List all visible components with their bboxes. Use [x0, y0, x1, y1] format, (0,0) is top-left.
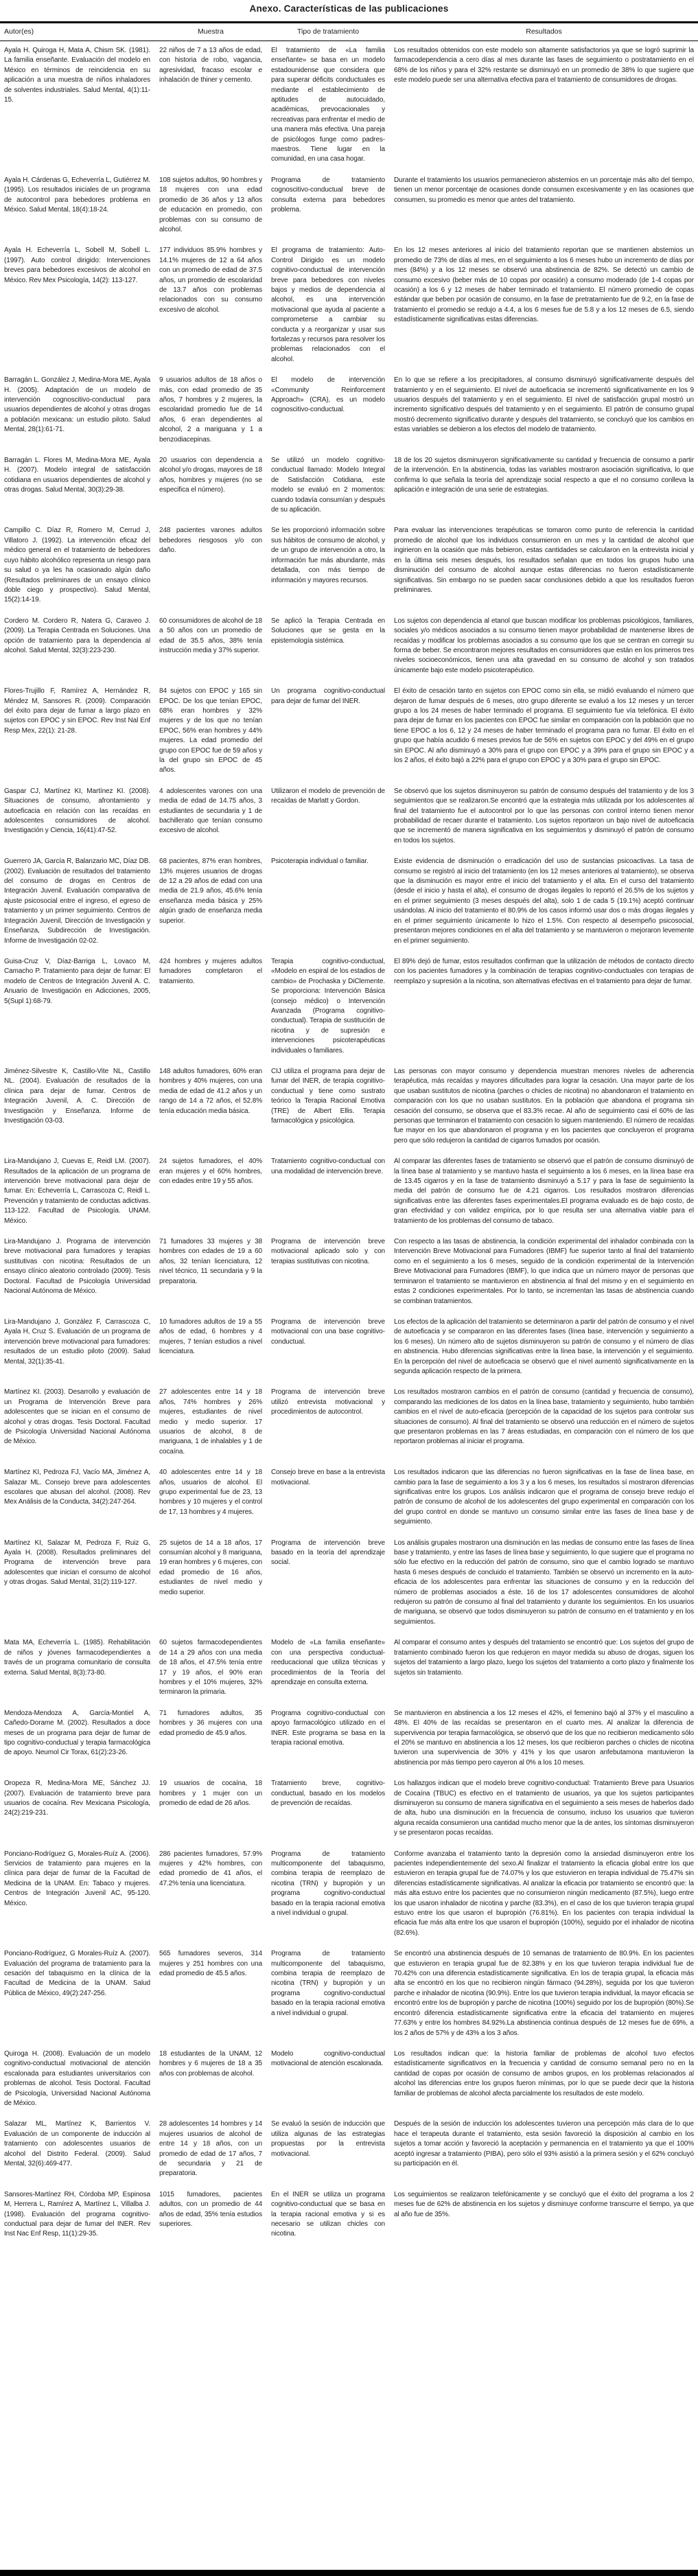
row-results-cell: Existe evidencia de disminución o erradicación del uso de sustancias psicoactivas. La tasa de consumo se registró al inicio del tratamiento (en los 12 meses anteriores al tratamiento), se observa que la disminución es mayor entre el inicio del tratamiento y el alta. En el curso del tratamiento (desde el inicio y hasta el alta), el consumo de drogas ilegales lo reportó el 26.5% de los sujetos y en el primer seguimiento (3 meses después del alta), solo 1 de cada 5 (19.1%) aceptó continuar usándolas. Al inicio del tratamiento el 80.9% de los casos informó usar dos o más drogas ilegales y en el primer seguimiento únicamente lo hizo el 1.5%. Con respecto al desempeño psicosocial, presentaron mejores condiciones en el alta del tratamiento y se mantuvieron o mejoraron levemente en el primer seguimiento.: [394, 858, 694, 945]
row-sample-cell: 25 sujetos de 14 a 18 años, 17 consumían alcohol y 8 mariguana, 19 eran hombres y 6 mujeres, con edad promedio de 16 años, estudiantes de nivel medio y medio superior.: [159, 1539, 262, 1596]
row-authors-cell: Lira-Mandujano J, Cuevas E, Reidl LM. (2007). Resultados de la aplicación de un programa de intervención breve motivacional para dejar de fumar. En: Echeverría L, Carrascoza C, Reidl L. Prevención y tratamiento de conductas adictivas. 113-122. Facultad de Psicología. UNAM. México.: [4, 1158, 150, 1225]
row-authors-cell: Ayala H. Quiroga H, Mata A, Chism SK. (1981). La familia enseñante. Evaluación del modelo en México en términos de reincidencia en su aplicación a una muestra de niños inhaladores de solventes industriales. Salud Mental, 4(1):11-15.: [4, 47, 150, 104]
row-sample-cell: 424 hombres y mujeres adultos fumadores completaron el tratamiento.: [159, 957, 262, 985]
row-results-cell: Los análisis grupales mostraron una disminución en las medias de consumo entre las fases de línea base y tratamiento, y entre las fases de línea base y seguimiento, lo que sugiere que el programa no sólo fue efectivo en la reducción del patrón de consumo, sino que el cambio logrado se mantuvo hasta 6 meses después de concluido el tratamiento. También se observó un incremento en la auto-eficacia de los adolescentes para enfrentar las situaciones de consumo y en la reducción del número de problemas asociados a éste. 16 de los 17 adolescentes consumidores de alcohol redujeron su patrón de consumo al final del tratamiento y durante los seguimientos. En los usuarios de mariguana, se observó que todos disminuyeron su patrón de consumo en el tratamiento y en los seguimientos.: [394, 1539, 694, 1626]
row-treatment-cell: En el INER se utiliza un programa cognitivo-conductual que se basa en la terapia racional emotiva y si es necesario se utilizan chicles con nicotina.: [271, 2190, 385, 2238]
row-authors-cell: Jiménez-Silvestre K, Castillo-Vite NL, Castillo NL. (2004). Evaluación de resultados de la clínica para dejar de fumar. Centros de Integración Juvenil, A. C. Dirección de Investigación y Enseñanza. Informe de Investigación 03-03.: [4, 1067, 150, 1125]
row-treatment-cell: Se evaluó la sesión de inducción que utiliza algunas de las estrategias propuestas por la entrevista motivacional.: [271, 2120, 385, 2158]
row-sample-cell: 4 adolescentes varones con una media de edad de 14.75 años, 3 estudiantes de secundaria y 1 de bachillerato que tenían consumo excesivo de alcohol.: [159, 787, 262, 835]
row-results-cell: Conforme avanzaba el tratamiento tanto la depresión como la ansiedad disminuyeron entre los pacientes independientemente del sexo.Al finalizar el tratamiento la eficacia global entre los que estuvieron en terapia grupal fue de 74.07% y los que estuvieron en terapia individual de 75.47% sin diferencias estadísticamente significativas. Al analizar la eficacia por tratamiento se encontró que: la más alta estuvo entre los pacientes que no consumieron ningún medicamento (87.5%), luego entre los que usaron inhalador de nicotina y parche (83.3%), en el caso de los que tuvieron terapia grupal estuvo entre los que usaron el bupropión (76.81%). En los pacientes con terapia individual la eficacia fue más alta entre los que usaron el bupropión (100%), seguido por el inhalador de nicotina (82.6%).: [394, 1850, 694, 1937]
row-sample-cell: 18 estudiantes de la UNAM, 12 hombres y 6 mujeres de 18 a 35 años con problemas de alcohol.: [159, 2049, 262, 2078]
row-treatment-cell: Tratamiento breve, cognitivo-conductual, basado en los modelos de prevención de recaídas.: [271, 1780, 385, 1807]
row-results-cell: Se mantuvieron en abstinencia a los 12 meses el 42%, el femenino bajó al 37% y el masculino a 48%. El 40% de las recaídas se presentaron en el cuarto mes. Al analizar la diferencia de supervivencia por terapia farmacológica, se observó que de los que no recibieron medicamento sólo el 20% se mantuvo en abstinencia a los 12 meses, los que recibieron parches o chicles de nicotina tuvieron una supervivencia de 30% y 41% y los que usaron anfebutamona mantuvieron la abstinencia por más tiempo pero cayeron al 0% a los 10 meses.: [394, 1709, 694, 1767]
table-row: [0, 957, 698, 1056]
row-results-cell: Las personas con mayor consumo y dependencia muestran menores niveles de adherencia terapéutica, más recaídas y mayores dificultades para lograr la cesación. Una mayor parte de los que usaban sustitutos de nicotina (parches o chicles de nicotina) no abandonaron el tratamiento en comparación con los que no usaban sustitutos. En la población que abandona el programa sin cesación del consumo, se observa que el 83.3% recae. Al año de seguimiento casi el 60% de las personas que terminaron el tratamiento con cesación lo siguen manteniendo. El número de recaídas fue mayor en los que abandonaron el programa y en los pacientes que concluyeron el programa pero que sólo redujeron la cantidad de cigarros fumados por ocasión.: [394, 1067, 694, 1145]
row-sample-cell: 28 adolescentes 14 hombres y 14 mujeres usuarios de alcohol de entre 14 y 18 años, con un promedio de edad de 17 años, 7 de secundaria y 21 de preparatoria.: [159, 2120, 262, 2178]
table-row: [0, 1067, 698, 1146]
table-row: [0, 617, 698, 676]
row-treatment-cell: Programa de intervención breve utilizó entrevista motivacional y procedimientos de autocontrol.: [271, 1388, 385, 1416]
table-row: [0, 1638, 698, 1697]
row-authors-cell: Ponciano-Rodríguez G, Morales-Ruíz A. (2006). Servicios de tratamiento para mujeres en la clínica para dejar de fumar de la Facultad de Medicina de la UNAM. En: Tabaco y mujeres. Centros de Integración Juvenil AC, 95-120. México.: [4, 1850, 150, 1907]
row-results-cell: El 89% dejó de fumar, estos resultados confirman que la utilización de métodos de contacto directo con los pacientes fumadores y la combinación de terapias cognitivo-conductuales con terapias de reemplazo y supresión a la nicotina, son alternativas efectivas en el tratamiento para dejar de fumar.: [394, 957, 694, 985]
row-sample-cell: 9 usuarios adultos de 18 años o más, con edad promedio de 35 años, 7 hombres y 2 mujeres, la escolaridad promedio fue de 14 años, 6 eran dependientes al alcohol, 2 a mariguana y 1 a benzodiacepinas.: [159, 376, 262, 444]
table-row: [0, 1850, 698, 1939]
row-authors-cell: Campillo C. Díaz R, Romero M, Cerrud J, Villatoro J. (1992). La intervención eficaz del médico general en el tratamiento de bebedores cuyo hábito alcohólico representa un riesgo para su salud o ya les ha ocasionado algún daño (Resultados preliminares de un ensayo clínico doble ciego y prospectivo). Salud Mental, 15(2):14-19.: [4, 527, 150, 604]
table-row: [0, 1709, 698, 1768]
row-sample-cell: 108 sujetos adultos, 90 hombres y 18 mujeres con una edad promedio de 36 años y 13 años de educación en promedio, con problemas con su consumo de alcohol.: [159, 176, 262, 233]
row-sample-cell: 68 pacientes, 87% eran hombres, 13% mujeres usuarios de drogas de 12 a 29 años de edad con una media de 21.9 años, 45.6% tenía enseñanza media básica y 25% algún grado de enseñanza media superior.: [159, 858, 262, 925]
table-row: [0, 857, 698, 946]
table-row: [0, 2190, 698, 2240]
row-results-cell: Al comparar el consumo antes y después del tratamiento se encontró que: Los sujetos del grupo de tratamiento combinado fueron los que redujeron en mayor medida su abuso de drogas, siguen los sujetos del tratamiento a largo plazo, luego los sujetos del tratamiento a corto plazo y finalmente los sujetos sin tratamiento.: [394, 1639, 694, 1677]
row-results-cell: Se encontró una abstinencia después de 10 semanas de tratamiento de 80.9%. En los pacientes que estuvieron en terapia grupal fue de 82.38% y en los que tuvieron terapia individual fue de 70.42% con una diferencia estadísticamente significativa. En los de terapia grupal, la eficacia más alta se encontró en los que no recibieron ningún fármaco (94.28%), seguida por los que tuvieron parche e inhalador de nicotina (90.9%). Entre los que tuvieron terapia individual, la mayor eficacia se encontró entre los de bupropión y parche de nicotina (100%) seguido por los de bupropión (80%).Se encontró diferencia estadísticamente significativa entre la eficacia del tratamiento en mujeres 77.63% y entre los hombres 84.92%.La abstinencia continua después de 12 meses fue de 69%, a los 2 años de 57% y de 43% a los 3 años.: [394, 1950, 694, 2037]
row-treatment-cell: Programa de tratamiento cognoscitivo-conductual breve de consulta externa para bebedores problema.: [271, 176, 385, 214]
row-authors-cell: Mendoza-Mendoza A, García-Montiel A, Cañedo-Dorame M. (2002). Resultados a doce meses de un programa para dejar de fumar de tipo cognitivo-conductual y terapia farmacológica de apoyo. Neumol Cir Torax, 61(2):23-26.: [4, 1709, 150, 1757]
row-sample-cell: 177 individuos 85.9% hombres y 14.1% mujeres de 12 a 64 años con un promedio de edad de 37.5 años, un promedio de escolaridad de 13.7 años con problemas relacionados con su consumo excesivo de alcohol.: [159, 246, 262, 314]
table-row: [0, 2119, 698, 2178]
table-row: [0, 456, 698, 515]
column-header-tratamiento: Tipo de tratamiento: [296, 27, 360, 36]
column-header-autores: Autor(es): [4, 27, 34, 36]
row-results-cell: Los resultados mostraron cambios en el patrón de consumo (cantidad y frecuencia de consumo), comparando las mediciones de los datos en la línea base, tratamiento y seguimiento, hubo también cambios en el nivel de auto-eficacia (percepción de la capacidad de los sujetos para controlar sus situaciones de consumo). Al final del tratamiento se observó una reducción en el número de sujetos que presentaron problemas en las 7 áreas estudiadas, en comparación con el número de los que reportaron problemas al iniciar el programa.: [394, 1388, 694, 1446]
bottom-rule: [0, 2570, 698, 2576]
row-treatment-cell: Se aplicó la Terapia Centrada en Soluciones que se gesta en la epistemología sistémica.: [271, 617, 385, 645]
row-authors-cell: Guisa-Cruz V, Díaz-Barriga L, Lovaco M, Camacho P. Tratamiento para dejar de fumar: El modelo de Centros de Integración Juvenil A. C. Anuario de Investigación en Adicciones, 2005, 5(Supl 1):68-79.: [4, 957, 150, 1005]
row-results-cell: Se observó que los sujetos disminuyeron su patrón de consumo después del tratamiento y de los 3 seguimientos que se realizaron.Se encontró que la estrategia más utilizada por los adolescentes al final del tratamiento fue el autocontrol por lo que las personas con control interno tienen menor probabilidad de recaer durante el tratamiento. Los sujetos reportaron un bajo nivel de autoeficacia que se incrementó de manera significativa en los seguimientos y disminuyó el patrón de consumo en todos los sujetos.: [394, 787, 694, 844]
table-row: [0, 1539, 698, 1628]
table-row: [0, 1237, 698, 1307]
row-results-cell: En los 12 meses anteriores al inicio del tratamiento reportan que se mantienen abstemios un promedio de 73% de días al mes, en el seguimiento a los 6 meses hubo un incremento de días por mes (84%) y a los 12 meses se observó una abstinencia de 82%. Se detectó un cambio de consumo excesivo (beber más de 10 copas por ocasión) a consumo moderado (de 1-4 copas por ocasión) a los 6 y 12 meses de haber terminado el tratamiento. El número promedio de copas estándar que beben por ocasión de consumo, en la fase de pretratamiento fue de 9.2, en la fase de tratamiento el promedio se redujo a 4.4, a los 6 meses fue de 5.8 y a los 12 meses de 6.5, siendo estadísticamente significativas estas diferencias.: [394, 246, 694, 324]
row-treatment-cell: Programa de tratamiento multicomponente del tabaquismo, combina terapia de reemplazo de nicotina (TRN) y bupropión y un programa cognitivo-conductual basado en la terapia racional emotiva a nivel individual o grupal.: [271, 1850, 385, 1918]
row-results-cell: 18 de los 20 sujetos disminuyeron significativamente su cantidad y frecuencia de consumo a partir de la intervención. En la abstinencia, todas las variables mostraron asociación significativa, lo que confirma lo que señala la teoría del aprendizaje social respecto a que el no consumo conlleva la aplicación e integración de una serie de estrategias.: [394, 457, 694, 494]
row-sample-cell: 84 sujetos con EPOC y 165 sin EPOC. De los que tenían EPOC, 68% eran hombres y 32% mujeres y de los que no tenían EPOC, 56% eran hombres y 44% mujeres. La edad promedio del grupo con EPOC fue de 59 años y la del grupo sin EPOC de 45 años.: [159, 687, 262, 774]
row-sample-cell: 286 pacientes fumadores, 57.9% mujeres y 42% hombres, con edad promedio de 41 años, el 47.2% tenía una licenciatura.: [159, 1850, 262, 1887]
row-results-cell: Los hallazgos indican que el modelo breve cognitivo-conductual: Tratamiento Breve para Usuarios de Cocaína (TBUC) es efectivo en el tratamiento de usuarios, ya que los sujetos participantes disminuyeron su consumo de manera significativa en el seguimiento a seis meses de haberlos dado de alta, hubo una disminución en la frecuencia de consumo, incluso los usuarios que tuvieron alguna recaída consumieron una cantidad mucho menor que la de antes, los síntomas disminuyeron y se presentaron pocas recaídas.: [394, 1780, 694, 1837]
row-results-cell: Al comparar las diferentes fases de tratamiento se observó que el patrón de consumo disminuyó de la línea base al tratamiento y se mantuvo hasta el seguimiento a los 6 meses, en la línea base era de 13.45 cigarros y en la fase de tratamiento disminuyó a 5.17 y para la fase de seguimiento la media del patrón de consumo fue de 4.21 cigarros. Los resultados mostraron diferencias significativas entre las diferentes fases experimentales.El programa evaluado es de bajo costo, de gran efectividad y con validez empírica, por lo que resulta ser una alternativa viable para el tratamiento de los problemas del consumo de tabaco.: [394, 1158, 694, 1225]
row-authors-cell: Martínez KI, Salazar M, Pedroza F, Ruiz G, Ayala H. (2008). Resultados preliminares del Programa de intervención breve para adolescentes que inician el consumo de alcohol y otras drogas. Salud Mental, 31(2):119-127.: [4, 1539, 150, 1587]
table-row: [0, 1157, 698, 1226]
row-sample-cell: 148 adultos fumadores, 60% eran hombres y 40% mujeres, con una media de edad de 41.2 años y un rango de 14 a 72 años, el 52.8% tenía educación media básica.: [159, 1067, 262, 1115]
row-sample-cell: 22 niños de 7 a 13 años de edad, con historia de robo, vagancia, agresividad, fracaso escolar e inhalación de thiner y cemento.: [159, 47, 262, 84]
row-results-cell: Los seguimientos se realizaron telefónicamente y se concluyó que el éxito del programa a los 2 meses fue de 62% de abstinencia en los sujetos y disminuye conforme transcurre el tiempo, ya que al año fue de 35%.: [394, 2190, 694, 2218]
row-treatment-cell: Programa cognitivo-conductual con apoyo farmacológico utilizado en el INER. Este programa se basa en la terapia racional emotiva.: [271, 1709, 385, 1747]
row-authors-cell: Gaspar CJ, Martínez KI, Martínez KI. (2008). Situaciones de consumo, afrontamiento y autoeficacia en relación con las recaídas en adolescentes consumidores de alcohol. Investigación y Ciencia, 16(41):47-52.: [4, 787, 150, 835]
row-authors-cell: Quiroga H. (2008). Evaluación de un modelo cognitivo-conductual motivacional de atención escalonada para estudiantes universitarios con problemas de alcohol. Tesis Doctoral. Facultad de Psicología, Universidad Nacional Autónoma de México.: [4, 2049, 150, 2107]
row-results-cell: Los resultados obtenidos con este modelo son altamente satisfactorios ya que se logró suprimir la farmacodependencia a cero días al mes durante las fases de seguimiento o postratamiento en el 68% de los niños y para el 32% restante se disminuyó en un promedio de 38% lo que sugiere que este modelo puede ser una alternativa efectiva para el tratamiento de consumidores de drogas.: [394, 47, 694, 84]
row-treatment-cell: Terapia cognitivo-conductual, «Modelo en espiral de los estadios de cambio» de Prochaska y DiClemente. Se proporciona: Intervención Básica (consejo médico) o Intervención Avanzada (Programa cognitivo-conductual). Terapia de sustitución de nicotina y de supresión e intervenciones psicoterapéuticas individuales o familiares.: [271, 957, 385, 1055]
row-sample-cell: 565 fumadores severos, 314 mujeres y 251 hombres con una edad promedio de 45.5 años.: [159, 1950, 262, 1978]
row-treatment-cell: Programa de intervención breve basado en la teoría del aprendizaje social.: [271, 1539, 385, 1567]
row-sample-cell: 10 fumadores adultos de 19 a 55 años de edad, 6 hombres y 4 mujeres, 7 tenían estudios a nivel licenciatura.: [159, 1318, 262, 1356]
row-results-cell: Los resultados indicaron que las diferencias no fueron significativas en la fase de línea base, en cambio para la fase de seguimiento a los 3 y a los 6 meses, los resultados sí mostraron diferencias significativas entre los grupos. Los análisis indicaron que el programa de consejo breve redujo el patrón de consumo de alcohol de los adolescentes del grupo experimental en comparación con los del grupo control en donde se mantuvo un consumo similar entre las fases de línea base y de seguimiento.: [394, 1469, 694, 1526]
row-authors-cell: Martínez KI, Pedroza FJ, Vacío MA, Jiménez A, Salazar ML. Consejo breve para adolescentes escolares que abusan del alcohol. (2008). Rev Mex Análisis de la Conducta, 34(2):247-264.: [4, 1469, 150, 1506]
row-results-cell: Los resultados indican que: la historia familiar de problemas de alcohol tuvo efectos estadísticamente significativos en la frecuencia y cantidad de consumo semanal pero no en la cantidad de copas por ocasión de consumo de ambos grupos, en los problemas relacionados al alcohol las diferencias entre los grupos fueron mínimas, por lo que se puede decir que la historia familiar de problemas de alcohol afecta parcialmente los resultados de este modelo.: [394, 2049, 694, 2097]
row-results-cell: Con respecto a las tasas de abstinencia, la condición experimental del inhalador combinada con la Intervención Breve Motivacional para Fumadores (IBMF) fue superior tanto al final del tratamiento como en el seguimiento a los 6 meses, seguido de la condición experimental de la Intervención Breve Motivacional para Fumadores (IBMF), lo que indica que un número mayor de personas que terminaron el tratamiento se mantuvieron en abstinencia al final del mismo y en el seguimiento en estas 2 condiciones experimentales. Por lo tanto, se incrementan las tasas de abstinencia cuando se combinan tratamientos.: [394, 1238, 694, 1305]
row-authors-cell: Ayala H. Echeverría L, Sobell M, Sobell L. (1997). Auto control dirigido: Intervenciones breves para bebedores excesivos de alcohol en México. Rev Mex Psicología, 14(2): 113-127.: [4, 246, 150, 284]
row-authors-cell: Flores-Trujillo F, Ramírez A, Hernández R, Méndez M, Sansores R. (2009). Comparación del éxito para dejar de fumar a largo plazo en sujetos con EPOC y sin EPOC. Rev Inst Nal Enf Resp Mex, 22(1): 21-28.: [4, 687, 150, 735]
row-authors-cell: Barragán L. González J, Medina-Mora ME, Ayala H. (2005). Adaptación de un modelo de intervención cognoscitivo-conductual para usuarios dependientes de alcohol y otras drogas a población mexicana: un estudio piloto. Salud Mental, 28(1):61-71.: [4, 376, 150, 434]
row-treatment-cell: Se utilizó un modelo cognitivo-conductual llamado: Modelo Integral de Satisfacción Cotidiana, este modelo se evaluó en 2 momentos: cuando todavía consumían y después de su aplicación.: [271, 457, 385, 514]
page-title: Anexo. Características de las publicaciones: [249, 3, 449, 14]
row-sample-cell: 71 fumadores adultos, 35 hombres y 36 mujeres con una edad promedio de 45.9 años.: [159, 1709, 262, 1737]
row-treatment-cell: Tratamiento cognitivo-conductual con una modalidad de intervención breve.: [271, 1158, 385, 1175]
table-row: [0, 246, 698, 365]
table-row: [0, 787, 698, 846]
row-results-cell: El éxito de cesación tanto en sujetos con EPOC como sin ella, se midió evaluando el número que dejaron de fumar después de 6 meses, otro grupo diferente se evaluó a los 12 meses y un tercer grupo a los 24 meses de haber terminado el programa. El seguimiento fue vía telefónica. El éxito para dejar de fumar en los pacientes con EPOC fue similar en comparación con la población que no tiene EPOC a los 6, 12 y 24 meses de haber terminado el programa para no fumar. El éxito en el grupo que había acudido 6 meses previos fue de 56% en sujetos con EPOC y del 49% en el grupo sin EPOC. Al año disminuyó a 30% para el grupo con EPOC y a 39% para el grupo sin EPOC y a los 2 años, el éxito bajó a 22% para el grupo con EPOC y a 30% para el grupo sin EPOC.: [394, 687, 694, 764]
row-results-cell: En lo que se refiere a los precipitadores, al consumo disminuyó significativamente después del tratamiento y en el seguimiento. El nivel de autoeficacia se incrementó significativamente en los 9 usuarios después del tratamiento y en el seguimiento. El nivel de satisfacción grupal mostró un incremento significativo después del tratamiento y en el seguimiento. El patrón de consumo grupal mostró decremento significativo durante y después del tratamiento, se concluyó que los cambios en estas variables se debieron a los efectos del modelo de tratamiento.: [394, 376, 694, 434]
row-treatment-cell: El modelo de intervención «Community Reinforcement Approach» (CRA), es un modelo cognoscitivo-conductual.: [271, 376, 385, 414]
row-results-cell: Los sujetos con dependencia al etanol que buscan modificar los problemas psicológicos, familiares, sociales y/o médicos asociados a su consumo tienen mayor probabilidad de mantenerse libres de recaídas y modificar los problemas asociados a su consumo que los que se centran en corregir su forma de beber. Se encontraron mejores resultados en consumidores que están en los primeros tres niveles socioeconómicos, tienen una alta gravedad en su consumo de alcohol y son tratados únicamente bajo este modelo psicoterapéutico.: [394, 617, 694, 674]
row-treatment-cell: Utilizaron el modelo de prevención de recaídas de Marlatt y Gordon.: [271, 787, 385, 805]
row-treatment-cell: Modelo de «La familia enseñante» con una perspectiva conductual-reeducacional que utiliza técnicas y procedimientos de la Teoría del aprendizaje en consulta externa.: [271, 1639, 385, 1686]
table-row: [0, 1318, 698, 1377]
row-treatment-cell: Programa de intervención breve motivacional con una base cognitivo-conductual.: [271, 1318, 385, 1346]
table-row: [0, 2049, 698, 2108]
row-authors-cell: Sansores-Martínez RH, Córdoba MP, Espinosa M, Herrera L, Ramírez A, Martínez L, Villalba J. (1998). Evaluación del programa cognitivo-conductual para dejar de fumar del INER. Rev Inst Nac Enf Resp, 11(1):29-35.: [4, 2190, 150, 2238]
row-authors-cell: Lira-Mandujano J, González F, Carrascoza C, Ayala H, Cruz S. Evaluación de un programa de intervención breve motivacional para fumadores: resultados de un estudio piloto (2009). Salud Mental, 32(1):35-41.: [4, 1318, 150, 1366]
row-results-cell: Durante el tratamiento los usuarios permanecieron abstemios en un porcentaje más alto del tiempo, tienen un menor porcentaje de ocasiones donde consumen excesivamente y en las ocasiones que consumen, su promedio es menor que antes del tratamiento.: [394, 176, 694, 204]
row-results-cell: Después de la sesión de inducción los adolescentes tuvieron una percepción más clara de lo que hace el terapeuta durante el tratamiento, esta sesión favoreció la disposición al cambio en los sujetos a tomar acción y favoreció la aceptación y permanencia en el tratamiento ya que el 100% aceptó ingresar a tratamiento (PIBA), pero sólo el 93% asistió a la primera sesión y el 62% concluyó su participación en él.: [394, 2120, 694, 2167]
row-authors-cell: Cordero M. Cordero R, Natera G, Caraveo J. (2009). La Terapia Centrada en Soluciones. Una opción de tratamiento para la dependencia al alcohol. Salud Mental, 32(3):223-230.: [4, 617, 150, 654]
table-row: [0, 1779, 698, 1838]
row-authors-cell: Martínez KI. (2003). Desarrollo y evaluación de un Programa de Intervención Breve para adolescentes que se inician en el consumo de alcohol y otras drogas. Tesis Doctoral. Facultad de Psicología Universidad Nacional Autónoma de México.: [4, 1388, 150, 1446]
row-results-cell: Para evaluar las intervenciones terapéuticas se tomaron como punto de referencia la cantidad promedio de alcohol que los individuos consumieron en un mes y la cantidad de alcohol que ingirieron en la ocasión que más bebieron, estas cantidades se calcularon en la entrevista inicial y en la última seis meses después, los resultados señalan que en todos los grupos hubo una disminución del consumo de alcohol aunque estas diferencias no fueron estadísticamente significativas. Sin embargo no se pueden sacar conclusiones debido a que los resultados fueron preliminares.: [394, 527, 694, 594]
row-sample-cell: 19 usuarios de cocaína, 18 hombres y 1 mujer con un promedio de edad de 26 años.: [159, 1780, 262, 1807]
table-row: [0, 687, 698, 776]
table-row: [0, 176, 698, 235]
row-treatment-cell: El programa de tratamiento: Auto-Control Dirigido es un modelo cognitivo-conductual de intervención breve para bebedores con niveles bajos y medios de dependencia al alcohol, es una intervención motivacional que ayuda al paciente a comprometerse a cambiar su conducta y a reorganizar y usar sus fortalezas y recursos para resolver los problemas relacionados con el alcohol.: [271, 246, 385, 363]
row-treatment-cell: Programa de intervención breve motivacional aplicado solo y con terapias sustitutivas con nicotina.: [271, 1238, 385, 1265]
row-results-cell: Los efectos de la aplicación del tratamiento se determinaron a partir del patrón de consumo y el nivel de autoeficacia y se compararon en las diferentes fases (línea base, intervención y seguimiento a los 6 meses). Un número alto de sujetos disminuyeron su patrón de consumo y el número de días en abstinencia. Hubo diferencias significativas entre la línea base, la intervención y el seguimiento. En la percepción del nivel de autoeficacia se observó que el nivel aumentó significativamente en la segunda aplicación respecto de la primera.: [394, 1318, 694, 1375]
table-row: [0, 376, 698, 445]
row-authors-cell: Barragán L. Flores M, Medina-Mora ME, Ayala H. (2007). Modelo integral de satisfacción cotidiana en usuarios dependientes de alcohol y otras drogas. Salud Mental, 30(3):29-38.: [4, 457, 150, 494]
row-treatment-cell: Un programa cognitivo-conductual para dejar de fumar del INER.: [271, 687, 385, 705]
row-treatment-cell: Se les proporcionó información sobre sus hábitos de consumo de alcohol, y de un grupo de intervención a otro, la información fue más abundante, más detallada, con más tiempo de información y mayores recursos.: [271, 527, 385, 584]
column-header-resultados: Resultados: [526, 27, 562, 36]
table-header-row: [0, 23, 698, 41]
row-sample-cell: 24 sujetos fumadores, el 40% eran mujeres y el 60% hombres, con edades entre 19 y 55 años.: [159, 1158, 262, 1186]
row-authors-cell: Guerrero JA, García R, Balanzario MC, Díaz DB. (2002). Evaluación de resultados del tratamiento del consumo de drogas en Centros de Integración Juvenil. Evaluación comparativa de ajuste psicosocial entre el ingreso, el egreso de tratamiento y un primer seguimiento. Centros de Integración Juvenil, Dirección de Investigación y Enseñanza, Subdirección de Investigación. Informe de Investigación 02-02.: [4, 858, 150, 945]
table-row: [0, 1949, 698, 2038]
row-treatment-cell: Modelo cognitivo-conductual motivacional de atención escalonada.: [271, 2049, 385, 2068]
row-authors-cell: Salazar ML, Martínez K, Barrientos V. Evaluación de un componente de inducción al tratamiento con adolescentes usuarios de alcohol del Distrito Federal. (2009). Salud Mental, 32(6):469-477.: [4, 2120, 150, 2167]
row-treatment-cell: CIJ utiliza el programa para dejar de fumar del INER, de terapia cognitivo-conductual y tiene como sustrato teórico la Terapia Racional Emotiva (TRE) de Albert Ellis. Terapia farmacológica y psicológica.: [271, 1067, 385, 1125]
row-treatment-cell: Consejo breve en base a la entrevista motivacional.: [271, 1469, 385, 1486]
row-sample-cell: 20 usuarios con dependencia a alcohol y/o drogas, mayores de 18 años, hombres y mujeres (no se especifica el número).: [159, 457, 262, 494]
row-authors-cell: Lira-Mandujano J. Programa de intervención breve motivacional para fumadores y terapias sustitutivas con nicotina: Resultados de un ensayo clínico aleatorio controlado (2009). Tesis Doctoral. Facultad de Psicología Universidad Nacional Autónoma de México.: [4, 1238, 150, 1296]
row-authors-cell: Oropeza R, Medina-Mora ME, Sánchez JJ. (2007). Evaluación de tratamiento breve para usuarios de cocaína. Rev Mexicana Psicología, 24(2):219-231.: [4, 1780, 150, 1817]
table-row: [0, 1468, 698, 1527]
column-header-muestra: Muestra: [198, 27, 224, 36]
row-authors-cell: Ayala H. Cárdenas G, Echeverría L, Gutiérrez M. (1995). Los resultados iniciales de un programa de autocontrol para bebedores problema en México. Salud Mental, 18(4):18-24.: [4, 176, 150, 214]
table-row: [0, 46, 698, 165]
row-sample-cell: 248 pacientes varones adultos bebedores riesgosos y/o con daño.: [159, 527, 262, 555]
row-authors-cell: Mata MA, Echeverría L. (1985). Rehabilitación de niños y jóvenes farmacodependientes a través de un programa comunitario de consulta externa. Salud Mental, 8(3):73-80.: [4, 1639, 150, 1677]
row-sample-cell: 60 sujetos farmacodependientes de 14 a 29 años con una media de 18 años, el 47.5% tenía entre 17 y 19 años, el 90% eran hombres y el 10% mujeres, 32% terminaron la primaria.: [159, 1639, 262, 1697]
row-sample-cell: 27 adolescentes entre 14 y 18 años, 74% hombres y 26% mujeres, estudiantes de nivel medio y medio superior. 17 usuarios de alcohol, 8 de mariguana, 1 de inhalables y 1 de cocaína.: [159, 1388, 262, 1456]
row-sample-cell: 1015 fumadores, pacientes adultos, con un promedio de 44 años de edad, 35% tenía estudios superiores.: [159, 2190, 262, 2228]
row-treatment-cell: Programa de tratamiento multicomponente del tabaquismo, combina terapia de reemplazo de nicotina (TRN) y bupropión y un programa cognitivo-conductual basado en la terapia racional emotiva a nivel individual o grupal.: [271, 1950, 385, 2017]
row-authors-cell: Ponciano-Rodríguez, G Morales-Ruíz A. (2007). Evaluación del programa de tratamiento para la cesación del tabaquismo en la clínica de la Facultad de Medicina de la UNAM. Salud Pública de México, 49(2):247-256.: [4, 1950, 150, 1997]
table-body: [0, 41, 698, 2240]
row-sample-cell: 71 fumadores 33 mujeres y 38 hombres con edades de 19 a 60 años, 32 tenían licenciatura, 12 nivel técnico, 11 secundaria y 9 la preparatoria.: [159, 1238, 262, 1285]
row-sample-cell: 40 adolescentes entre 14 y 18 años, usuarios de alcohol. El grupo experimental fue de 23, 13 hombres y 10 mujeres y el control de 17, 13 hombres y 4 mujeres.: [159, 1469, 262, 1516]
table-row: [0, 1388, 698, 1457]
row-treatment-cell: Psicoterapia individual o familiar.: [271, 858, 369, 866]
row-treatment-cell: El tratamiento de «La familia enseñante» se basa en un modelo estadounidense que considera que para superar déficits conductuales es mediante el establecimiento de aptitudes de autocuidado, académicas, prevocacionales y recreativas para enfrentar el medio de una manera más efectiva. Una pareja de psicólogos funge como padres-maestros. Tiene lugar en la comunidad, en una casa hogar.: [271, 47, 385, 163]
row-sample-cell: 60 consumidores de alcohol de 18 a 50 años con un promedio de edad de 35.5 años, 38% tenía instrucción media y 37% superior.: [159, 617, 262, 654]
table-row: [0, 526, 698, 605]
